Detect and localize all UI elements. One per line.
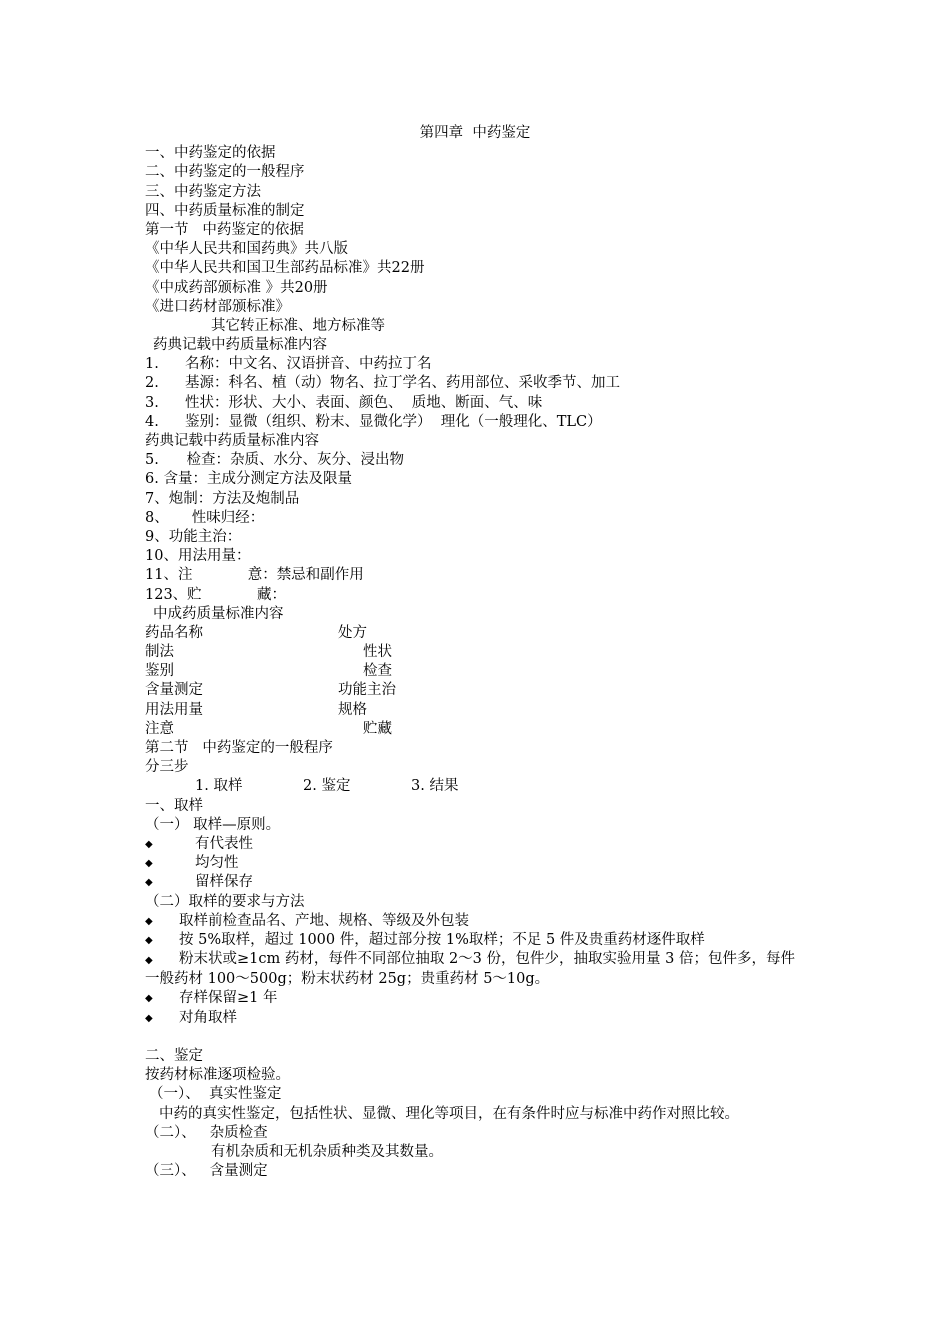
- bullet-text: 存样保留≥1 年: [179, 990, 278, 1007]
- standard-item: 123、贮 藏：: [145, 586, 286, 603]
- reference-item: 《中华人民共和国药典》共八版: [145, 241, 348, 258]
- diamond-bullet-icon: ◆: [145, 877, 153, 889]
- bullet-item: [145, 989, 805, 1008]
- cpm-cell: 注意: [145, 720, 174, 737]
- other-standards: 其它转正标准、地方标准等: [211, 317, 385, 334]
- authenticity-heading: （一）、 真实性鉴定: [149, 1086, 282, 1103]
- diamond-bullet-icon: ◆: [145, 1012, 153, 1024]
- bullet-text: 留样保存: [195, 874, 253, 891]
- document-page: [145, 124, 805, 1181]
- impurity-text: 有机杂质和无机杂质种类及其数量。: [211, 1143, 443, 1160]
- bullet-item: [145, 931, 805, 950]
- standard-item: 11、注 意：禁忌和副作用: [145, 567, 364, 584]
- bullet-item: [145, 873, 805, 892]
- diamond-bullet-icon: ◆: [145, 993, 153, 1005]
- cpm-row: [145, 681, 805, 700]
- bullet-item: [145, 854, 805, 873]
- outline-item: 一、中药鉴定的依据: [145, 145, 276, 162]
- identification-heading: 二、鉴定: [145, 1048, 203, 1065]
- cpm-cell: 功能主治: [338, 682, 396, 699]
- content-heading: （三）、 含量测定: [145, 1163, 268, 1180]
- reference-item: 《中华人民共和国卫生部药品标准》共22册: [145, 260, 425, 277]
- cpm-cell: 处方: [338, 624, 367, 641]
- cpm-cell: 贮藏: [363, 720, 392, 737]
- diamond-bullet-icon: ◆: [145, 955, 153, 967]
- method-heading: （二）取样的要求与方法: [145, 893, 305, 910]
- impurity-heading: （二）、 杂质检查: [145, 1124, 268, 1141]
- outline-item: 四、中药质量标准的制定: [145, 202, 305, 219]
- sampling-heading: 一、取样: [145, 797, 203, 814]
- item-number: 3.: [145, 394, 159, 411]
- bullet-item: [145, 1009, 805, 1028]
- cpm-cell: 性状: [363, 644, 392, 661]
- blank-line: [145, 1028, 805, 1047]
- cpm-cell: 用法用量: [145, 701, 203, 718]
- item-number: 4.: [145, 413, 159, 430]
- cpm-cell: 含量测定: [145, 682, 203, 699]
- bullet-item: [145, 835, 805, 854]
- bullet-text: 对角取样: [179, 1009, 237, 1026]
- item-text: 鉴别：显微（组织、粉末、显微化学） 理化（一般理化、TLC）: [185, 413, 602, 430]
- standard-item: 5. 检查：杂质、水分、灰分、浸出物: [145, 452, 404, 469]
- bullet-text: 取样前检查品名、产地、规格、等级及外包装: [179, 912, 469, 929]
- standard-item: 6. 含量：主成分测定方法及限量: [145, 471, 352, 488]
- cpm-cell: 制法: [145, 644, 174, 661]
- step-item: 2. 鉴定: [303, 778, 351, 795]
- cpm-cell: 鉴别: [145, 663, 174, 680]
- standard-item: 10、用法用量：: [145, 548, 251, 565]
- item-text: 性状：形状、大小、表面、颜色、 质地、断面、气、味: [185, 394, 543, 411]
- standard-item: 9、功能主治：: [145, 528, 242, 545]
- diamond-bullet-icon: ◆: [145, 915, 153, 927]
- standard-item: 7、炮制：方法及炮制品: [145, 490, 300, 507]
- standard-item: [145, 355, 805, 374]
- standard-item: [145, 413, 805, 432]
- chapter-title: 第四章 中药鉴定: [419, 125, 531, 141]
- section1-heading: 第一节 中药鉴定的依据: [145, 221, 304, 238]
- cpm-heading: 中成药质量标准内容: [153, 605, 284, 622]
- steps-row: [145, 777, 805, 796]
- pharmacopoeia-heading-2: 药典记载中药质量标准内容: [145, 433, 319, 449]
- item-number: 2.: [145, 375, 159, 392]
- diamond-bullet-icon: ◆: [145, 858, 153, 870]
- outline-item: 三、中药鉴定方法: [145, 183, 261, 200]
- standard-item: [145, 374, 805, 393]
- authenticity-text: 中药的真实性鉴定，包括性状、显微、理化等项目，在有条件时应与标准中药作对照比较。: [159, 1105, 739, 1122]
- section2-heading: 第二节 中药鉴定的一般程序: [145, 740, 333, 756]
- cpm-row: [145, 720, 805, 739]
- identification-intro: 按药材标准逐项检验。: [145, 1067, 290, 1084]
- bullet-text: 均匀性: [195, 855, 239, 872]
- cpm-cell: 规格: [338, 701, 367, 718]
- outline-item: 二、中药鉴定的一般程序: [145, 164, 305, 181]
- cpm-row: [145, 701, 805, 720]
- cpm-row: [145, 662, 805, 681]
- standard-item: [145, 394, 805, 413]
- bullet-text: 按 5%取样，超过 1000 件，超过部分按 1%取样；不足 5 件及贵重药材逐件取样: [179, 931, 705, 948]
- reference-item: 《进口药材部颁标准》: [145, 298, 290, 315]
- reference-item: 《中成药部颁标准 》共20册: [145, 279, 328, 296]
- principle-heading: （一） 取样—原则。: [145, 816, 281, 833]
- bullet-text: 粉末状或≥1cm 药材，每件不同部位抽取 2～3 份，包件少，抽取实验用量 3 倍；包件多，每件一般药材 100～500g；粉末状药材 25g；贵重药材 5～10g。: [145, 951, 795, 988]
- steps-intro: 分三步: [145, 759, 189, 776]
- bullet-item-wrapped: [145, 950, 805, 989]
- diamond-bullet-icon: ◆: [145, 934, 153, 946]
- diamond-bullet-icon: ◆: [145, 838, 153, 850]
- item-text: 名称：中文名、汉语拼音、中药拉丁名: [185, 356, 432, 373]
- cpm-row: [145, 643, 805, 662]
- cpm-cell: 药品名称: [145, 624, 203, 641]
- step-item: 3. 结果: [411, 778, 459, 795]
- bullet-text: 有代表性: [195, 835, 253, 852]
- item-text: 基源：科名、植（动）物名、拉丁学名、药用部位、采收季节、加工: [185, 375, 620, 392]
- standard-item: 8、 性味归经：: [145, 509, 265, 526]
- step-item: 1. 取样: [195, 778, 243, 795]
- cpm-cell: 检查: [363, 663, 392, 680]
- cpm-row: [145, 624, 805, 643]
- item-number: 1.: [145, 356, 159, 373]
- pharmacopoeia-heading: 药典记载中药质量标准内容: [153, 337, 327, 354]
- bullet-item: [145, 912, 805, 931]
